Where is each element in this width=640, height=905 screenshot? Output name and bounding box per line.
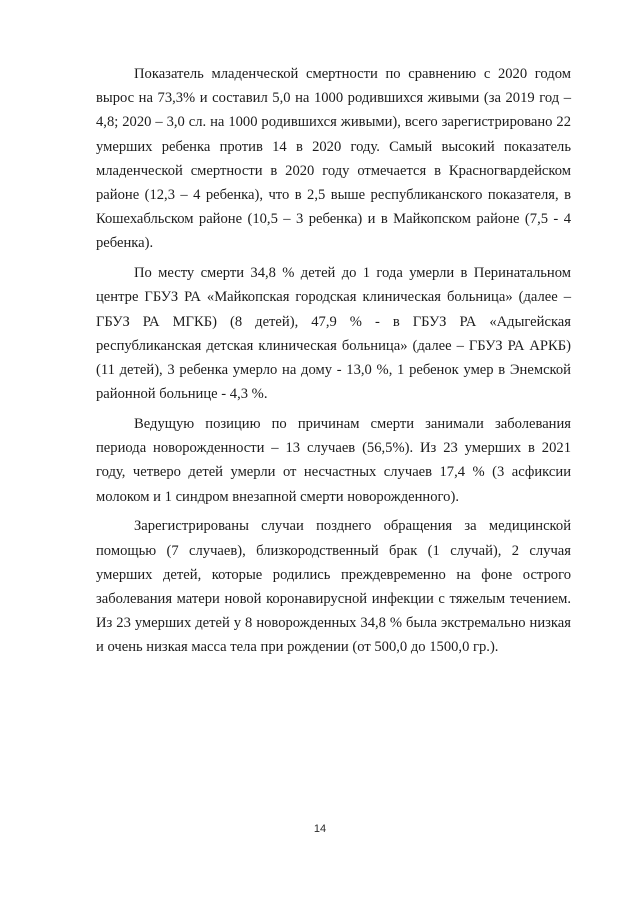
page-number: 14 [313,823,327,835]
body-text [96,62,571,665]
paragraph-risk-factors: Зарегистрированы случаи позднего обращения за медицинской помощью (7 случаев), близкородственный брак (1 случай), 2 случая умерших детей, которые родились преждевременно на фоне острого заболевания матери новой коронавирусной инфекции с тяжелым течением. Из 23 умерших детей у 8 новорожденных 34,8 % была экстремально низкая и очень низкая масса тела при рождении (от 500,0 до 1500,0 гр.). [96,518,571,656]
paragraph-infant-mortality-rate: Показатель младенческой смертности по сравнению с 2020 годом вырос на 73,3% и составил 5,0 на 1000 родившихся живыми (за 2019 год – 4,8; 2020 – 3,0 сл. на 1000 родившихся живыми), всего зарегистрировано 22 умерших ребенка против 14 в 2020 году. Самый высокий показатель младенческой смертности в 2020 году отмечается в Красногвардейском районе (12,3 – 4 ребенка), что в 2,5 выше республиканского показателя, в Кошехабльском районе (10,5 – 3 ребенка) и в Майкопском районе (7,5 - 4 ребенка). [96,66,571,252]
paragraph-causes-of-death: Ведущую позицию по причинам смерти занимали заболевания периода новорожденности – 13 случаев (56,5%). Из 23 умерших в 2021 году, четверо детей умерли от несчастных случаев 17,4 % (3 асфиксии молоком и 1 синдром внезапной смерти новорожденного). [96,416,571,505]
paragraph-place-of-death: По месту смерти 34,8 % детей до 1 года умерли в Перинатальном центре ГБУЗ РА «Майкопская городская клиническая больница» (далее – ГБУЗ РА МГКБ) (8 детей), 47,9 % - в ГБУЗ РА «Адыгейская республиканская детская клиническая больница» (далее – ГБУЗ РА АРКБ) (11 детей), 3 ребенка умерло на дому - 13,0 %, 1 ребенок умер в Энемской районной больнице - 4,3 %. [96,265,571,403]
